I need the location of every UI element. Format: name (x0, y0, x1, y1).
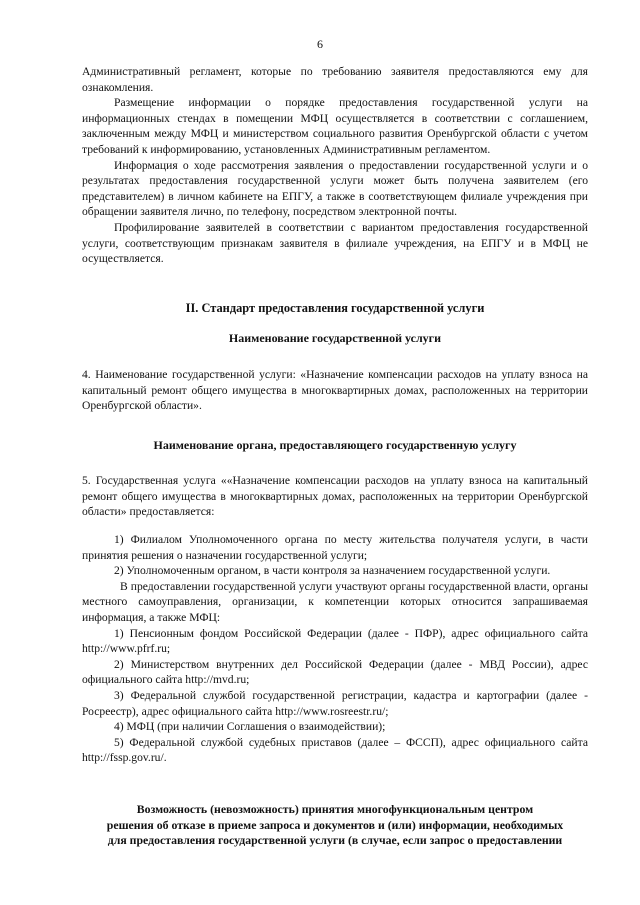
paragraph-progress-info: Информация о ходе рассмотрения заявления о предоставлении государственной услуги и о результатах предоставления государственной услуги может быть получена заявителем (его представителем) в личном кабинете на ЕПГУ, а также в соответствующем филиале учреждения при обращении заявителя лично, по телефону, посредством электронной почты. (82, 158, 588, 219)
list-item-mfc: 4) МФЦ (при наличии Соглашения о взаимодействии); (114, 720, 386, 734)
subsection-title-authority: Наименование органа, предоставляющего государственную услугу (153, 437, 517, 452)
footer-heading-line-3: для предоставления государственной услуги (в случае, если запрос о предоставлении (107, 833, 563, 848)
list-item-pfr: 1) Пенсионным фондом Российской Федерации (далее - ПФР), адрес официального сайта http://www.pfrf.ru; (82, 626, 588, 656)
footer-heading (82, 802, 588, 849)
footer-heading-line-2: решения об отказе в приеме запроса и документов и (или) информации, необходимых (106, 817, 564, 832)
page-content (82, 64, 588, 849)
paragraph-service-provider: 5. Государственная услуга ««Назначение компенсации расходов на уплату взноса на капитальный ремонт общего имущества в многоквартирных домах, расположенных на территории Оренбургской области» предоставляется: (82, 474, 588, 519)
paragraph-service-name: 4. Наименование государственной услуги: «Назначение компенсации расходов на уплату взноса на капитальный ремонт общего имущества в многоквартирных домах, расположенных на территории Оренбургской области». (82, 367, 588, 413)
list-item-authority: 2) Уполномоченным органом, в части контроля за назначением государственной услуги. (114, 564, 551, 578)
paragraph-info-placement: Размещение информации о порядке предоставления государственной услуги на информационных стендах в помещении МФЦ осуществляется в соответствии с соглашением, заключенным между МФЦ и министерством социального развития Оренбургской области с учетом требований к информированию, установленных Административным регламентом. (82, 96, 588, 156)
section-title: II. Стандарт предоставления государственной услуги (185, 300, 485, 315)
list-item-rosreestr: 3) Федеральной службой государственной регистрации, кадастра и картографии (далее - Росреестр), адрес официального сайта http://www.rosreestr.ru/; (82, 689, 588, 718)
paragraph-profiling: Профилирование заявителей в соответствии с вариантом предоставления государственной услуги, соответствующим признакам заявителя в филиале учреждения, на ЕПГУ и в МФЦ не осуществляется. (82, 220, 588, 266)
page-number: 6 (317, 37, 323, 51)
list-item-mvd: 2) Министерством внутренних дел Российской Федерации (далее - МВД России), адрес официального сайта http://mvd.ru; (82, 657, 588, 687)
paragraph-participants: В предоставлении государственной услуги участвуют органы государственной власти, органы местного самоуправления, организации, к компетенции которых относится запрашиваемая информация, а также МФЦ: (82, 579, 588, 625)
list-item-branch: 1) Филиалом Уполномоченного органа по месту жительства получателя услуги, в части принятия решения о назначении государственной услуги; (82, 533, 588, 562)
list-item-fssp: 5) Федеральной службой судебных приставов (далее – ФССП), адрес официального сайта http://fssp.gov.ru/. (82, 735, 588, 765)
subsection-title-service-name: Наименование государственной услуги (228, 331, 442, 346)
paragraph-regulation: Административный регламент, которые по требованию заявителя предоставляются ему для ознакомления. (82, 65, 588, 94)
footer-heading-line-1: Возможность (невозможность) принятия многофункциональным центром (136, 801, 534, 816)
